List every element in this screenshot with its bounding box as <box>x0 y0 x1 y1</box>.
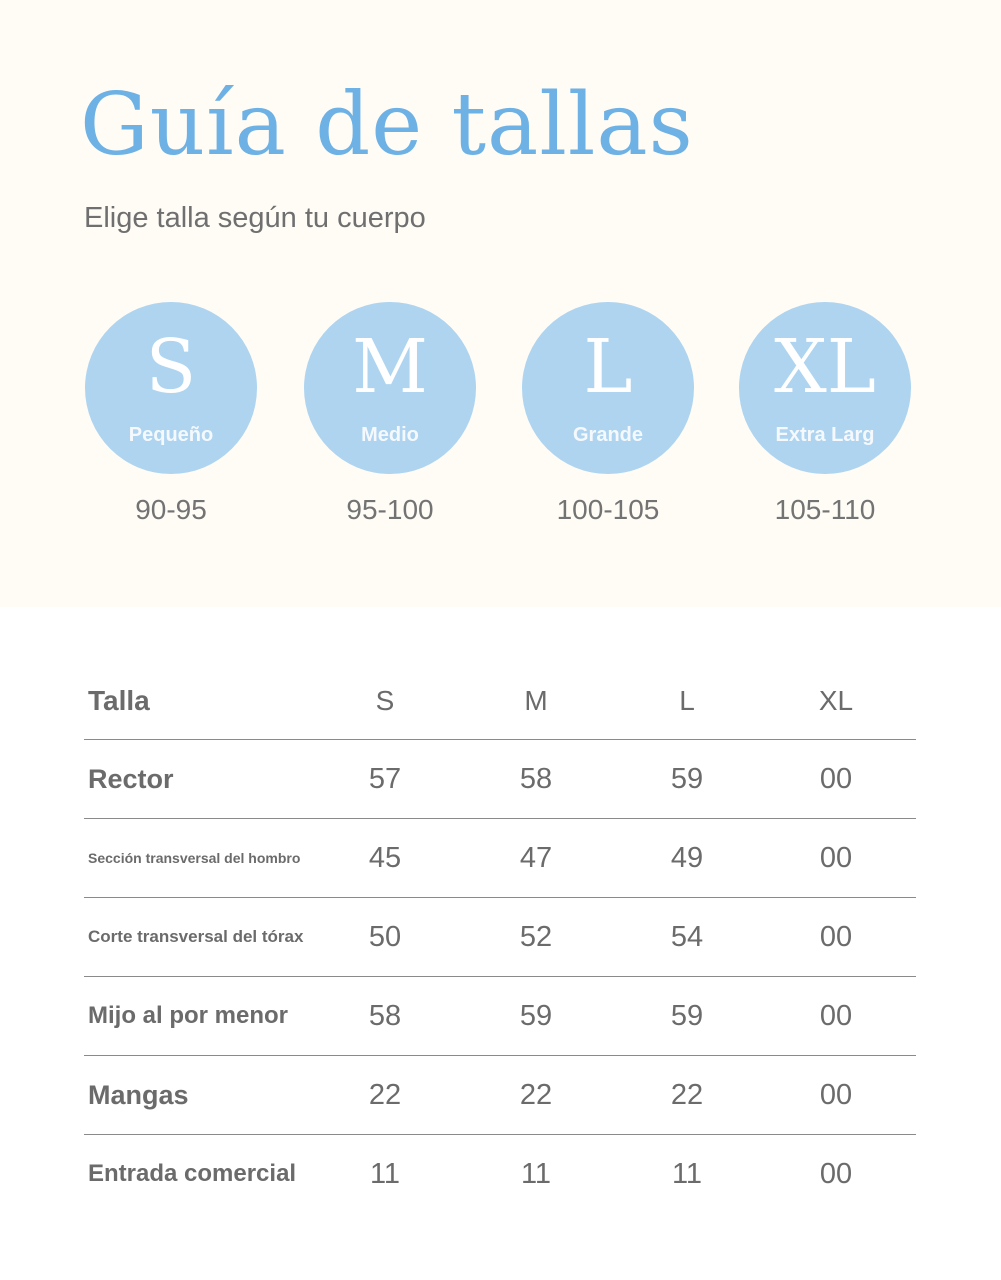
size-card-m <box>304 302 476 526</box>
size-range: 100-105 <box>556 494 660 525</box>
cell-value: 50 <box>316 898 454 977</box>
cell-value: 52 <box>454 898 618 977</box>
table-row <box>84 977 916 1056</box>
table-row <box>84 740 916 819</box>
cell-value: 59 <box>454 977 618 1056</box>
cell-value: 45 <box>316 819 454 898</box>
size-chart-table <box>84 662 916 1213</box>
table-row <box>84 898 916 977</box>
row-label: Mangas <box>84 1056 316 1135</box>
cell-value: 49 <box>618 819 756 898</box>
cell-value: 57 <box>316 740 454 819</box>
row-label: Entrada comercial <box>88 1160 297 1187</box>
size-card-xl <box>739 302 911 526</box>
size-letter: S <box>145 324 197 410</box>
size-circle <box>304 302 476 474</box>
cell-value: 00 <box>756 977 916 1056</box>
row-label: Corte transversal del tórax <box>84 898 316 977</box>
column-header-l: L <box>618 662 756 740</box>
table-row <box>84 819 916 898</box>
cell-value: 58 <box>316 977 454 1056</box>
size-label: Grande <box>572 424 644 446</box>
cell-value: 00 <box>756 1056 916 1135</box>
cell-value: 00 <box>756 740 916 819</box>
size-card-s <box>85 302 257 526</box>
size-letter: XL <box>774 324 876 410</box>
cell-value: 11 <box>520 1157 552 1190</box>
cell-value: 11 <box>671 1157 703 1190</box>
size-letter: M <box>352 324 428 410</box>
table-row <box>84 1056 916 1135</box>
cell-value: 22 <box>316 1056 454 1135</box>
size-range: 95-100 <box>346 494 434 525</box>
size-card-l <box>522 302 694 526</box>
page-title: Guía de tallas <box>80 75 694 175</box>
row-label: Rector <box>84 740 316 819</box>
cell-value: 58 <box>454 740 618 819</box>
size-circle <box>522 302 694 474</box>
cell-value: 00 <box>819 1157 853 1190</box>
size-label: Extra Larg <box>775 424 875 446</box>
column-header-xl: XL <box>756 662 916 740</box>
cell-value: 59 <box>618 740 756 819</box>
size-circle <box>85 302 257 474</box>
column-header-s: S <box>316 662 454 740</box>
size-letter: L <box>583 324 633 410</box>
page-subtitle: Elige talla según tu cuerpo <box>84 202 426 234</box>
cell-value: 59 <box>618 977 756 1056</box>
top-section <box>0 0 1001 607</box>
row-label: Sección transversal del hombro <box>84 819 316 898</box>
cell-value: 11 <box>369 1157 401 1190</box>
size-range: 105-110 <box>774 494 876 525</box>
table-row <box>84 1135 916 1214</box>
cell-value: 00 <box>756 819 916 898</box>
cell-value: 54 <box>618 898 756 977</box>
cell-value: 47 <box>454 819 618 898</box>
cell-value: 22 <box>454 1056 618 1135</box>
cell-value: 22 <box>618 1056 756 1135</box>
table-header-row <box>84 662 916 740</box>
size-label: Pequeño <box>128 424 214 446</box>
size-range: 90-95 <box>135 494 207 525</box>
column-header-talla: Talla <box>84 662 316 740</box>
cell-value: 00 <box>756 898 916 977</box>
size-circle <box>739 302 911 474</box>
size-label: Medio <box>361 424 419 446</box>
row-label: Mijo al por menor <box>84 977 316 1056</box>
column-header-m: M <box>454 662 618 740</box>
